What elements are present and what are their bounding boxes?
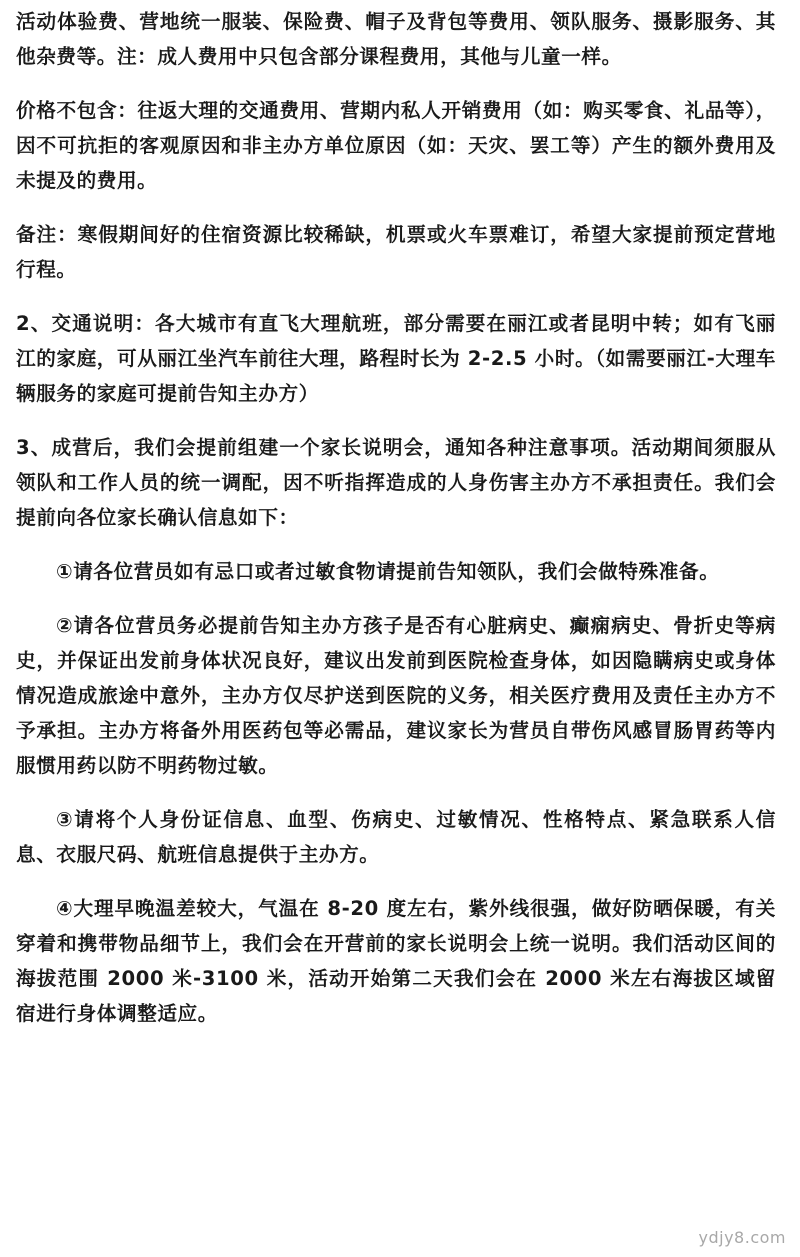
parent-meeting-paragraph: 3、成营后，我们会提前组建一个家长说明会，通知各种注意事项。活动期间须服从领队和工作人员的统一调配，因不听指挥造成的人身伤害主办方不承担责任。我们会提前向各位家长确认信息如下： <box>16 436 776 529</box>
item-1-paragraph: ①请各位营员如有忌口或者过敏食物请提前告知领队，我们会做特殊准备。 <box>56 560 720 583</box>
item-2-paragraph: ②请各位营员务必提前告知主办方孩子是否有心脏病史、癫痫病史、骨折史等病史，并保证出发前身体状况良好，建议出发前到医院检查身体，如因隐瞒病史或身体情况造成旅途中意外，主办方仅尽护送到医院的义务，相关医疗费用及责任主办方不予承担。主办方将备外用医药包等必需品，建议家长为营员自带伤风感冒肠胃药等内服惯用药以防不明药物过敏。 <box>16 614 776 777</box>
remarks-paragraph: 备注：寒假期间好的住宿资源比较稀缺，机票或火车票难订，希望大家提前预定营地行程。 <box>16 223 776 281</box>
item-4-paragraph: ④大理早晚温差较大，气温在 8-20 度左右，紫外线很强，做好防晒保暖，有关穿着和携带物品细节上，我们会在开营前的家长说明会上统一说明。我们活动区间的海拔范围 2000 米-3100 米，活动开始第二天我们会在 2000 米左右海拔区域留宿进行身体调整适应。 <box>16 897 776 1025</box>
transport-paragraph: 2、交通说明：各大城市有直飞大理航班，部分需要在丽江或者昆明中转；如有飞丽江的家庭，可从丽江坐汽车前往大理，路程时长为 2-2.5 小时。（如需要丽江-大理车辆服务的家庭可提前告知主办方） <box>16 312 776 405</box>
fee-included-paragraph: 活动体验费、营地统一服装、保险费、帽子及背包等费用、领队服务、摄影服务、其他杂费等。注：成人费用中只包含部分课程费用，其他与儿童一样。 <box>16 10 776 68</box>
document-body <box>16 4 776 1050</box>
watermark: ydjy8.com <box>698 1228 786 1247</box>
price-excluded-paragraph: 价格不包含：往返大理的交通费用、营期内私人开销费用（如：购买零食、礼品等），因不可抗拒的客观原因和非主办方单位原因（如：天灾、罢工等）产生的额外费用及未提及的费用。 <box>16 99 776 192</box>
item-3-paragraph: ③请将个人身份证信息、血型、伤病史、过敏情况、性格特点、紧急联系人信息、衣服尺码、航班信息提供于主办方。 <box>16 808 776 866</box>
